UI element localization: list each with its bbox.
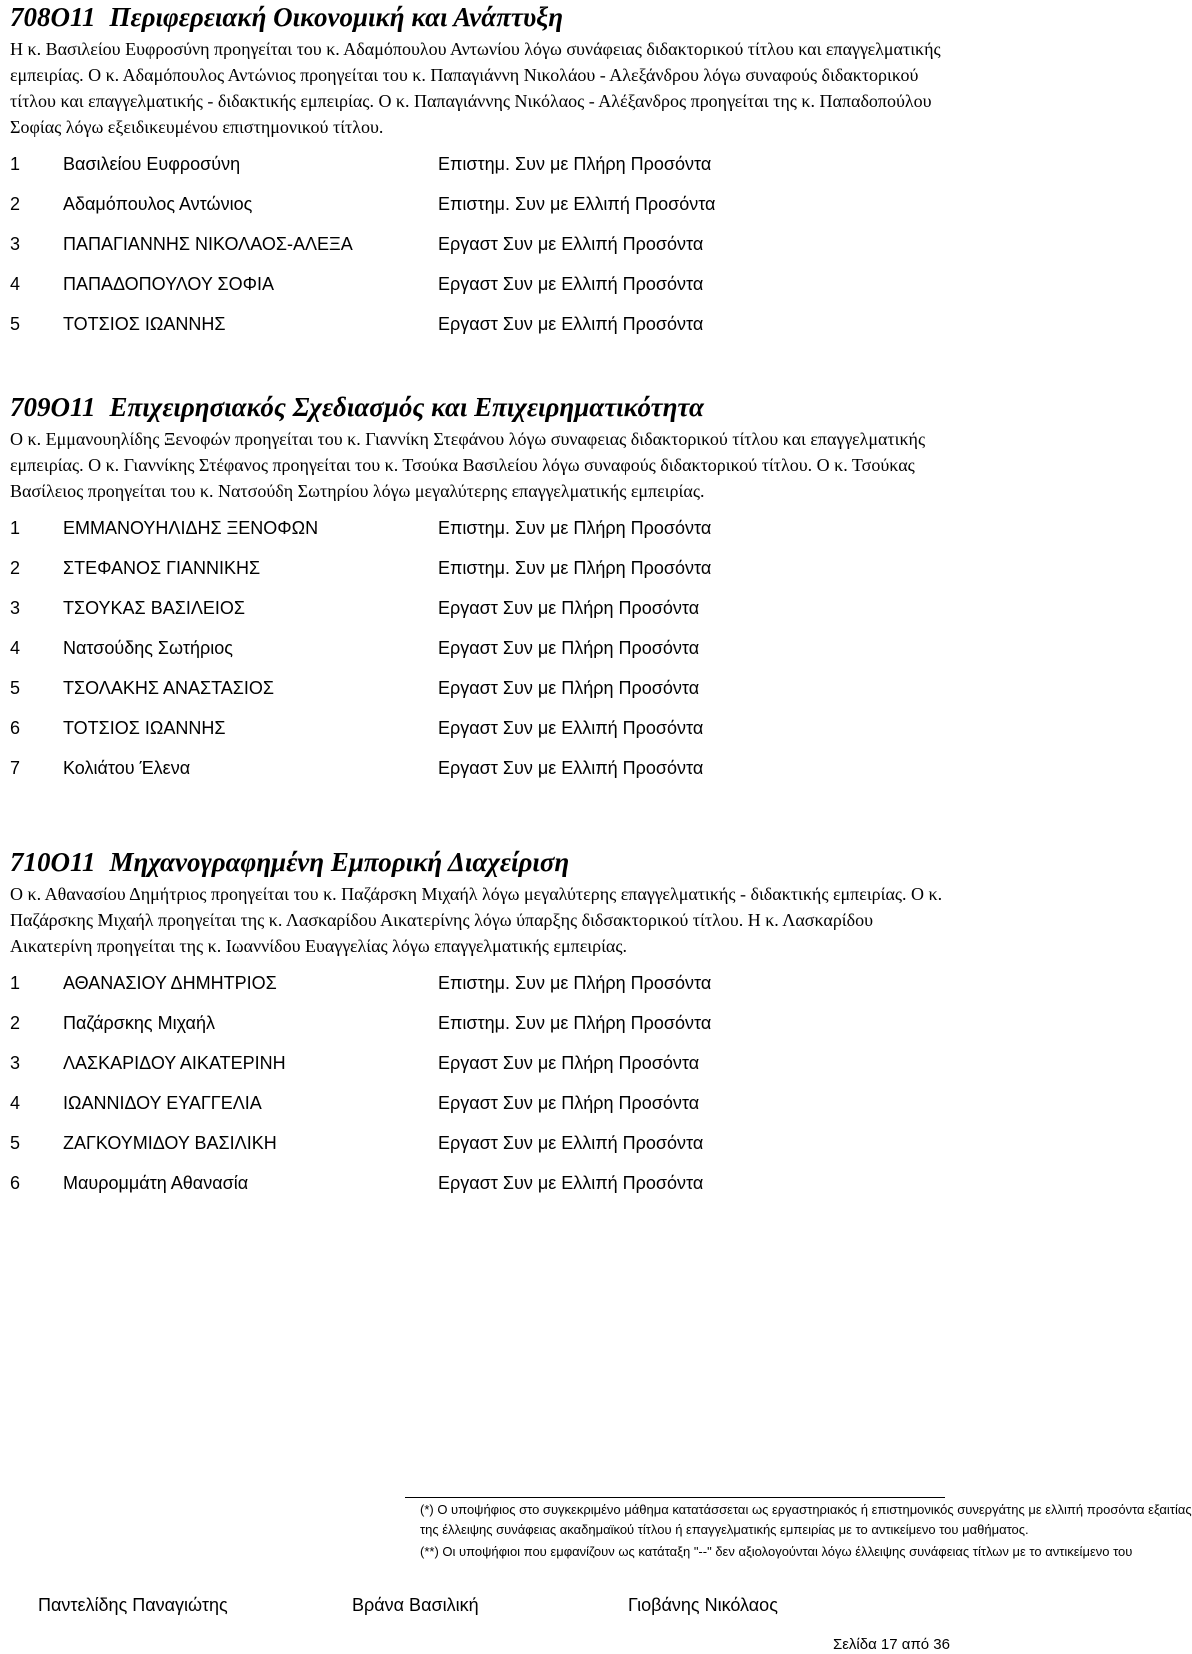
candidate-name: ΤΣΟΥΚΑΣ ΒΑΣΙΛΕΙΟΣ — [63, 597, 245, 618]
candidate-status: Εργαστ Συν με Πλήρη Προσόντα — [438, 1092, 700, 1113]
candidate-name: ΤΣΟΛΑΚΗΣ ΑΝΑΣΤΑΣΙΟΣ — [63, 677, 275, 698]
rank-number: 5 — [10, 313, 21, 334]
rank-number: 3 — [10, 597, 21, 618]
candidate-row — [10, 963, 950, 1003]
candidate-row — [10, 628, 950, 668]
candidate-name: Παζάρσκης Μιχαήλ — [63, 1012, 215, 1033]
candidate-name: Βασιλείου Ευφροσύνη — [63, 153, 241, 174]
course-section-708 — [10, 0, 950, 344]
rank-number: 2 — [10, 193, 21, 214]
course-code: 708Ο11 — [10, 2, 96, 32]
candidate-list — [10, 144, 950, 344]
section-title — [10, 390, 950, 424]
candidate-row — [10, 1003, 950, 1043]
section-title — [10, 845, 950, 879]
candidate-row — [10, 304, 950, 344]
candidate-name: ΛΑΣΚΑΡΙΔΟΥ ΑΙΚΑΤΕΡΙΝΗ — [63, 1052, 286, 1073]
candidate-row — [10, 184, 950, 224]
candidate-name: ΤΟΤΣΙΟΣ ΙΩΑΝΝΗΣ — [63, 717, 226, 738]
footnote-1-cont: της έλλειψης συνάφειας ακαδημαϊκού τίτλου ή επαγγελματικής εμπειρίας με το αντικείμενο του μαθήματος. — [420, 1522, 1029, 1537]
candidate-row — [10, 1123, 950, 1163]
rank-number: 1 — [10, 972, 21, 993]
signatory-1: Παντελίδης Παναγιώτης — [38, 1595, 228, 1615]
candidate-name: Αδαμόπουλος Αντώνιος — [63, 193, 253, 214]
candidate-status: Εργαστ Συν με Πλήρη Προσόντα — [438, 597, 700, 618]
rank-number: 2 — [10, 1012, 21, 1033]
footnote-1: (*) Ο υποψήφιος στο συγκεκριμένο μάθημα κατατάσσεται ως εργαστηριακός ή επιστημονικός συνεργάτης με ελλιπή προσόντα εξαιτίας — [420, 1502, 1192, 1517]
section-title — [10, 0, 950, 34]
course-code: 710Ο11 — [10, 847, 96, 877]
candidate-name: ΖΑΓΚΟΥΜΙΔΟΥ ΒΑΣΙΛΙΚΗ — [63, 1132, 277, 1153]
candidate-name: Νατσούδης Σωτήριος — [63, 637, 233, 658]
rank-number: 3 — [10, 1052, 21, 1073]
rank-number: 5 — [10, 677, 21, 698]
rank-number: 6 — [10, 717, 21, 738]
candidate-name: ΠΑΠΑΓΙΑΝΝΗΣ ΝΙΚΟΛΑΟΣ-ΑΛΕΞΑ — [63, 233, 353, 254]
candidate-row — [10, 668, 950, 708]
candidate-row — [10, 224, 950, 264]
course-code: 709Ο11 — [10, 392, 96, 422]
candidate-list — [10, 963, 950, 1203]
candidate-status: Εργαστ Συν με Πλήρη Προσόντα — [438, 677, 700, 698]
candidate-name: ΕΜΜΑΝΟΥΗΛΙΔΗΣ ΞΕΝΟΦΩΝ — [63, 517, 319, 538]
ranking-justification: Ο κ. Αθανασίου Δημήτριος προηγείται του κ. Παζάρσκη Μιχαήλ λόγω μεγαλύτερης επαγγελματικής - διδακτικής εμπειρίας. Ο κ. Παζάρσκης Μιχαήλ προηγείται της κ. Λασκαρίδου Αικατερίνης λόγω ύπαρξης διδσακτορικού τίτλου. Η κ. Λασκαρίδου Αικατερίνη προηγείται της κ. Ιωαννίδου Ευαγγελίας λόγω επαγγελματικής εμπειρίας. — [10, 884, 943, 956]
candidate-status: Επιστημ. Συν με Πλήρη Προσόντα — [438, 557, 712, 578]
candidate-status: Εργαστ Συν με Ελλιπή Προσόντα — [438, 1172, 704, 1193]
candidate-row — [10, 748, 950, 788]
rank-number: 5 — [10, 1132, 21, 1153]
rank-number: 1 — [10, 517, 21, 538]
course-title: Επιχειρησιακός Σχεδιασμός και Επιχειρηματικότητα — [109, 392, 704, 422]
candidate-status: Επιστημ. Συν με Ελλιπή Προσόντα — [438, 193, 716, 214]
rank-number: 2 — [10, 557, 21, 578]
rank-number: 4 — [10, 637, 21, 658]
candidate-name: ΠΑΠΑΔΟΠΟΥΛΟΥ ΣΟΦΙΑ — [63, 273, 274, 294]
course-title: Μηχανογραφημένη Εμπορική Διαχείριση — [109, 847, 570, 877]
candidate-status: Επιστημ. Συν με Πλήρη Προσόντα — [438, 517, 712, 538]
candidate-list — [10, 508, 950, 788]
course-section-710 — [10, 845, 950, 1203]
candidate-row — [10, 144, 950, 184]
candidate-status: Εργαστ Συν με Ελλιπή Προσόντα — [438, 313, 704, 334]
candidate-status: Επιστημ. Συν με Πλήρη Προσόντα — [438, 153, 712, 174]
rank-number: 7 — [10, 757, 21, 778]
rank-number: 6 — [10, 1172, 21, 1193]
candidate-status: Εργαστ Συν με Πλήρη Προσόντα — [438, 1052, 700, 1073]
course-section-709 — [10, 390, 950, 788]
candidate-row — [10, 1043, 950, 1083]
candidate-status: Εργαστ Συν με Ελλιπή Προσόντα — [438, 717, 704, 738]
rank-number: 3 — [10, 233, 21, 254]
candidate-row — [10, 264, 950, 304]
footnote-2: (**) Οι υποψήφιοι που εμφανίζουν ως κατάταξη "--" δεν αξιολογούνται λόγω έλλειψης συνάφειας τίτλων με το αντικείμενο του — [420, 1544, 1133, 1559]
candidate-name: Κολιάτου Έλενα — [63, 757, 191, 778]
candidate-status: Εργαστ Συν με Ελλιπή Προσόντα — [438, 1132, 704, 1153]
candidate-row — [10, 1083, 950, 1123]
candidate-status: Εργαστ Συν με Ελλιπή Προσόντα — [438, 757, 704, 778]
rank-number: 1 — [10, 153, 21, 174]
candidate-row — [10, 588, 950, 628]
candidate-status: Εργαστ Συν με Ελλιπή Προσόντα — [438, 273, 704, 294]
course-title: Περιφερειακή Οικονομική και Ανάπτυξη — [109, 2, 564, 32]
candidate-row — [10, 508, 950, 548]
candidate-name: ΙΩΑΝΝΙΔΟΥ ΕΥΑΓΓΕΛΙΑ — [63, 1092, 262, 1113]
candidate-status: Εργαστ Συν με Ελλιπή Προσόντα — [438, 233, 704, 254]
candidate-name: ΑΘΑΝΑΣΙΟΥ ΔΗΜΗΤΡΙΟΣ — [63, 972, 277, 993]
candidate-name: ΤΟΤΣΙΟΣ ΙΩΑΝΝΗΣ — [63, 313, 226, 334]
signatory-3: Γιοβάνης Νικόλαος — [628, 1595, 778, 1615]
candidate-name: ΣΤΕΦΑΝΟΣ ΓΙΑΝΝΙΚΗΣ — [63, 557, 261, 578]
candidate-status: Επιστημ. Συν με Πλήρη Προσόντα — [438, 972, 712, 993]
candidate-status: Εργαστ Συν με Πλήρη Προσόντα — [438, 637, 700, 658]
candidate-row — [10, 548, 950, 588]
page-number: Σελίδα 17 από 36 — [832, 1636, 950, 1653]
candidate-name: Μαυρομμάτη Αθανασία — [63, 1172, 249, 1193]
ranking-justification: Η κ. Βασιλείου Ευφροσύνη προηγείται του κ. Αδαμόπουλου Αντωνίου λόγω συνάφειας διδακτορικού τίτλου και επαγγελματικής εμπειρίας. Ο κ. Αδαμόπουλος Αντώνιος προηγείται του κ. Παπαγιάννη Νικολάου - Αλεξάνδρου λόγω συναφούς διδακτορικού τίτλου και επαγγελματικής - διδακτικής εμπειρίας. Ο κ. Παπαγιάννης Νικόλαος - Αλέξανδρος προηγείται της κ. Παπαδοπούλου Σοφίας λόγω εξειδικευμένου επιστημονικού τίτλου. — [10, 39, 941, 137]
ranking-justification: Ο κ. Εμμανουηλίδης Ξενοφών προηγείται του κ. Γιαννίκη Στεφάνου λόγω συναφειας διδακτορικού τίτλου και επαγγελματικής εμπειρίας. Ο κ. Γιαννίκης Στέφανος προηγείται του κ. Τσούκα Βασιλείου λόγω συναφούς διδακτορικού τίτλου. Ο κ. Τσούκας Βασίλειος προηγείται του κ. Νατσούδη Σωτηρίου λόγω μεγαλύτερης επαγγελματικής εμπειρίας. — [10, 429, 926, 501]
footnote-divider — [405, 1497, 945, 1498]
rank-number: 4 — [10, 273, 21, 294]
signatory-2: Βράνα Βασιλική — [352, 1595, 479, 1615]
rank-number: 4 — [10, 1092, 21, 1113]
candidate-status: Επιστημ. Συν με Πλήρη Προσόντα — [438, 1012, 712, 1033]
candidate-row — [10, 1163, 950, 1203]
candidate-row — [10, 708, 950, 748]
